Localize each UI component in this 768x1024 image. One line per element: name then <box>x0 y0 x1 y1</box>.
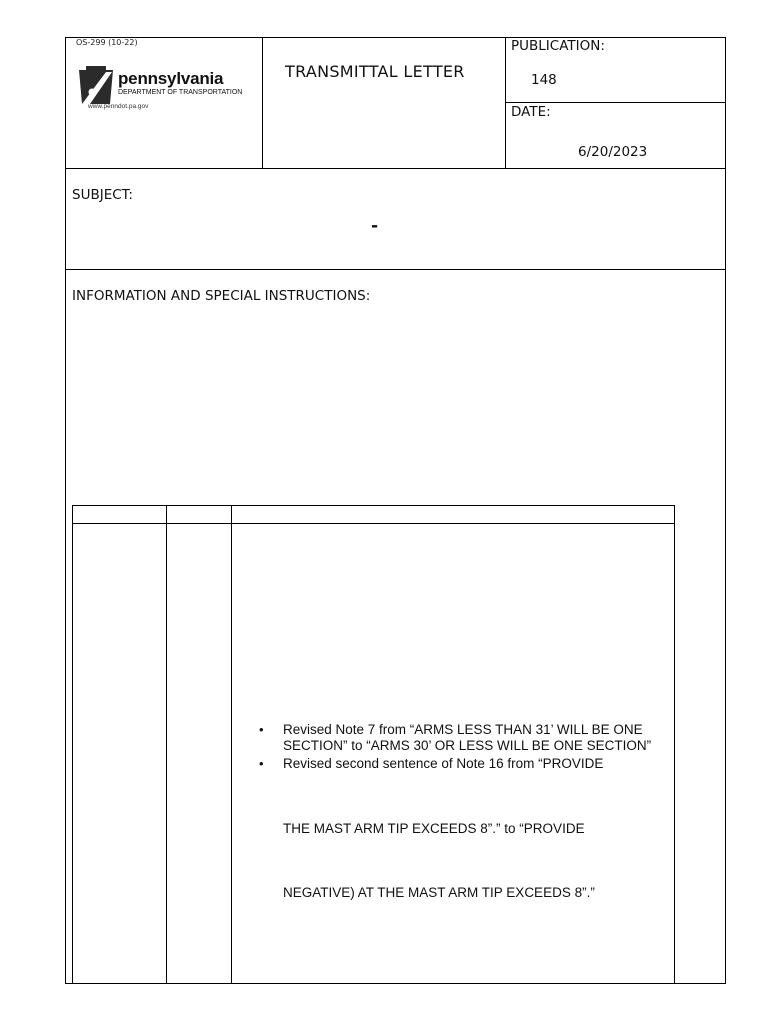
bullet-icon: • <box>259 756 264 771</box>
form-border-bottom <box>65 983 726 984</box>
date-label: DATE: <box>511 104 551 120</box>
logo-wordmark: pennsylvania <box>118 69 224 88</box>
table-col-divider-1 <box>166 505 167 984</box>
continuation-line-1: THE MAST ARM TIP EXCEEDS 8”.” to “PROVIDE <box>283 821 585 836</box>
change-notes <box>259 722 703 772</box>
logo-url: www.penndot.pa.gov <box>88 103 149 110</box>
bullet-2-line-1: Revised second sentence of Note 16 from “PROVIDE <box>283 756 604 771</box>
form-border-left <box>65 37 66 984</box>
info-label: INFORMATION AND SPECIAL INSTRUCTIONS: <box>72 288 371 304</box>
table-col-divider-2 <box>231 505 232 984</box>
list-item <box>259 756 693 772</box>
form-border-right <box>725 37 726 984</box>
table-col-left <box>72 505 73 984</box>
bullet-icon: • <box>259 722 264 737</box>
table-top-line <box>72 505 675 506</box>
form-number: OS-299 (10-22) <box>76 38 138 47</box>
header-divider-1 <box>262 37 263 168</box>
logo-department: DEPARTMENT OF TRANSPORTATION <box>118 89 243 96</box>
publication-label: PUBLICATION: <box>511 38 605 54</box>
header-bottom-line <box>65 168 726 169</box>
bullet-1-line-1: Revised Note 7 from “ARMS LESS THAN 31’ WILL BE ONE <box>283 722 643 737</box>
table-header-line <box>72 523 675 524</box>
subject-label: SUBJECT: <box>72 187 133 203</box>
penndot-logo <box>76 66 262 116</box>
subject-bottom-line <box>65 269 726 270</box>
subject-value: - <box>371 216 379 236</box>
keystone-logo-icon <box>76 66 116 104</box>
continuation-line-2: NEGATIVE) AT THE MAST ARM TIP EXCEEDS 8”.” <box>283 885 595 900</box>
publication-value: 148 <box>531 72 557 88</box>
form-border-top <box>65 37 726 38</box>
bullet-1-line-2: SECTION” to “ARMS 30’ OR LESS WILL BE ONE SECTION” <box>283 738 652 753</box>
list-item <box>259 722 693 754</box>
publication-date-divider <box>505 102 726 103</box>
document-title: TRANSMITTAL LETTER <box>285 62 465 81</box>
date-value: 6/20/2023 <box>578 144 648 160</box>
